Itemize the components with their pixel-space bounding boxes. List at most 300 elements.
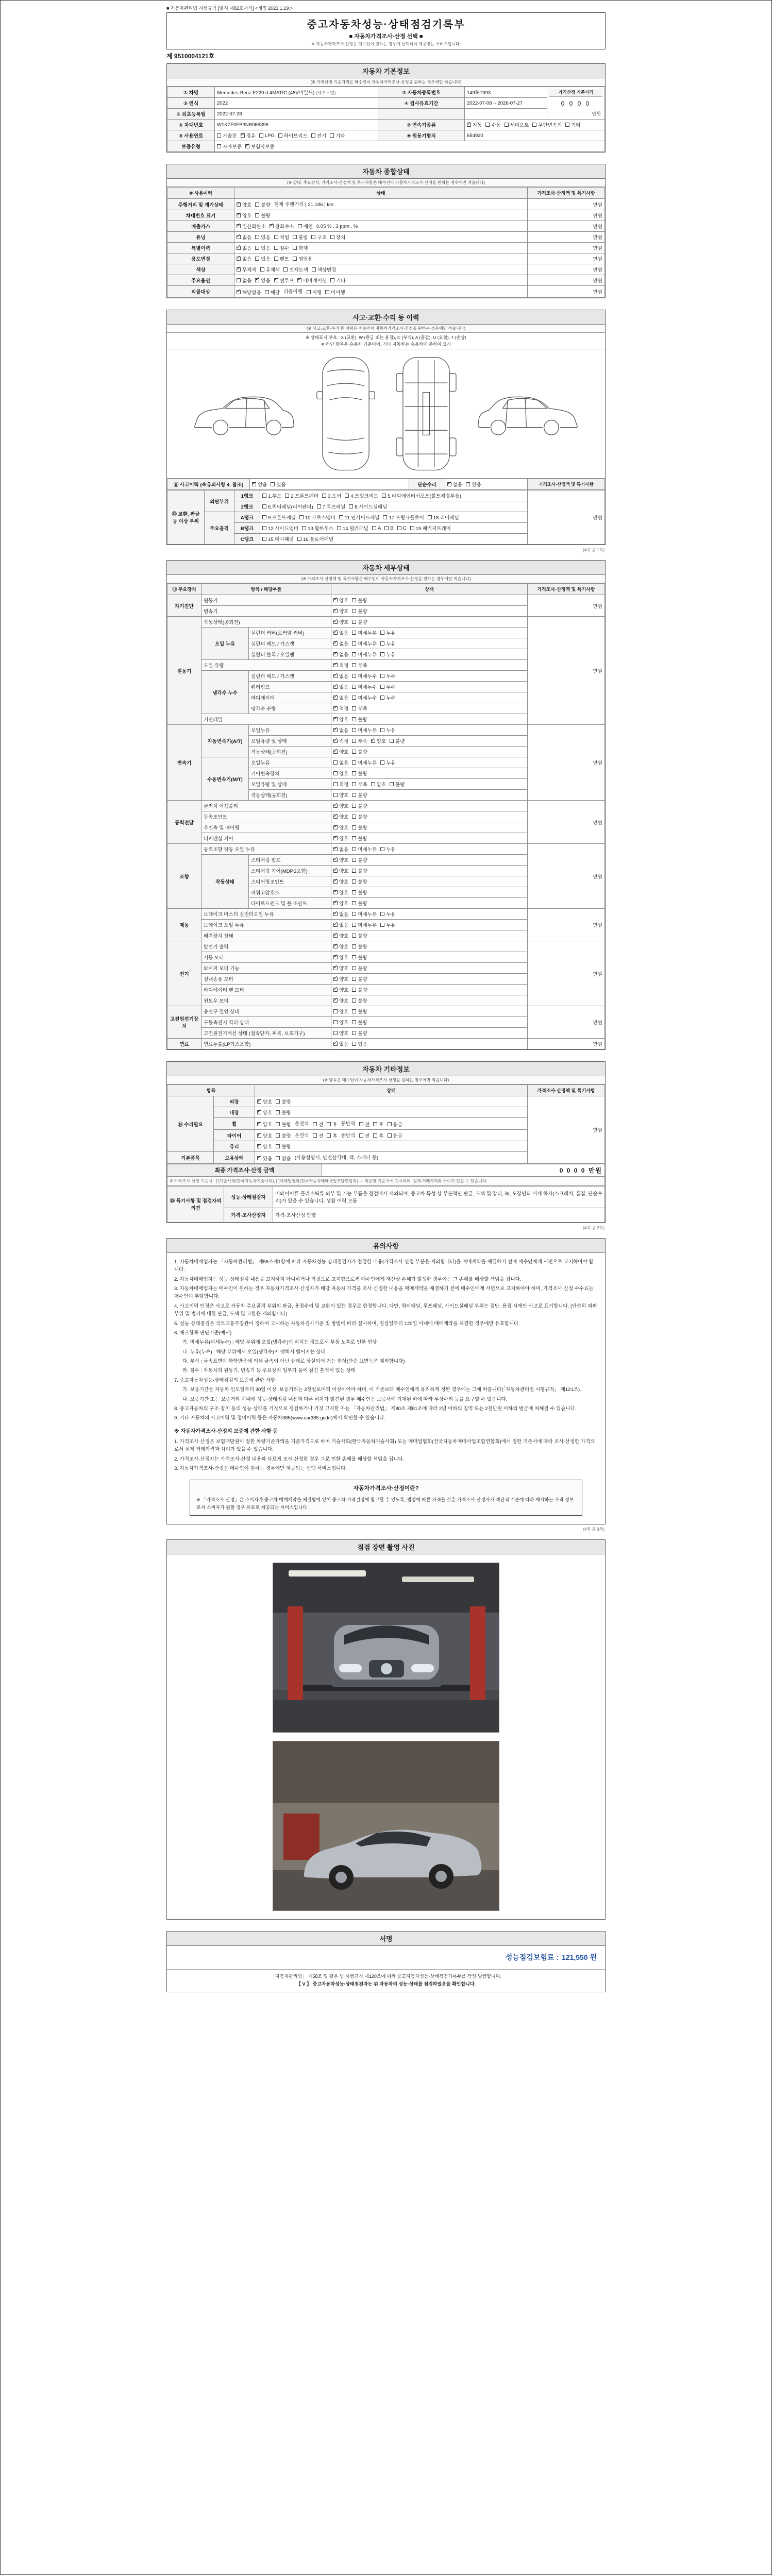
checkbox-label: 11.인사이드패널 [344, 515, 380, 521]
checkbox-option[interactable] [333, 726, 348, 734]
col-price: 가격조사·산정액 및 특기사항 [528, 1085, 605, 1096]
checkbox-icon [352, 620, 356, 624]
checkbox-option[interactable] [237, 233, 251, 241]
valid-value: 2022-07-08 ~ 2026-07-27 [465, 98, 547, 109]
checkbox-option[interactable] [485, 121, 500, 128]
checkbox-option[interactable] [255, 201, 270, 208]
subgroup-label: 자동변속기(A/T) [201, 725, 249, 757]
checkbox-option[interactable] [333, 1029, 348, 1037]
checkbox-option[interactable] [327, 1132, 337, 1139]
checkbox-option[interactable] [388, 1132, 402, 1139]
checkbox-icon [283, 267, 288, 272]
checkbox-option[interactable] [352, 813, 367, 820]
checkbox-option[interactable] [333, 1008, 348, 1015]
checkbox-option[interactable] [352, 932, 367, 939]
checkbox-option[interactable] [371, 737, 386, 744]
checkbox-option[interactable] [262, 524, 298, 532]
checkbox-option[interactable] [333, 705, 348, 712]
checkbox-option[interactable] [352, 954, 367, 961]
diagram-legend: ※ 상태표시 부호 : X (교환), W (판금 또는 용접), C (부식), A (흠집), U (요철), T (손상) ※ 하단 항목은 승용차 기준이며, 기타 자동차는 승용차에 준하여 표시 [167, 333, 605, 350]
checkbox-option[interactable] [330, 132, 345, 139]
checkbox-option[interactable] [313, 1132, 323, 1139]
checkbox-option[interactable] [333, 607, 348, 615]
checkbox-option[interactable] [466, 481, 481, 488]
checkbox-option[interactable] [352, 672, 377, 680]
checkbox-option[interactable] [352, 802, 367, 809]
checkbox-option[interactable] [352, 943, 367, 950]
checkbox-option[interactable] [276, 1121, 291, 1128]
checkbox-option[interactable] [380, 845, 395, 853]
checkbox-option[interactable] [325, 289, 345, 296]
checkbox-icon [383, 515, 387, 519]
checkbox-option[interactable] [352, 781, 367, 788]
damage-row [167, 490, 605, 501]
car-name-label: ① 차명 [167, 87, 215, 98]
checkbox-label: 있음 [261, 278, 271, 284]
checkbox-option[interactable] [352, 629, 377, 636]
checkbox-option[interactable] [293, 233, 308, 241]
checkbox-option[interactable] [333, 683, 348, 690]
checkbox-option[interactable] [352, 867, 367, 874]
checkbox-option[interactable] [257, 1155, 272, 1162]
checkbox-option[interactable] [372, 526, 381, 531]
checkbox-option[interactable] [352, 716, 367, 723]
checkbox-option[interactable] [255, 233, 270, 241]
insurance-fee-label: 성능점검보험료 : [505, 1953, 559, 1962]
checkbox-option[interactable] [565, 121, 580, 128]
checkbox-option[interactable] [333, 835, 348, 842]
checkbox-label: 있음 [261, 257, 271, 263]
checkbox-option[interactable] [217, 143, 242, 150]
checkbox-option[interactable] [397, 526, 407, 531]
checkbox-option[interactable] [257, 1143, 272, 1150]
checkbox-option[interactable] [352, 910, 377, 918]
checkbox-option[interactable] [390, 781, 405, 788]
checkbox-icon [333, 934, 338, 938]
damage-category: 외판부위 [205, 490, 234, 512]
checkbox-option[interactable] [330, 277, 345, 284]
checkbox-option[interactable] [333, 975, 348, 982]
checkbox-label: 부족 [358, 706, 367, 713]
checkbox-label: 불량 [358, 598, 367, 604]
part-label: 실린더 헤드 / 가스켓 [249, 638, 331, 649]
checkbox-option[interactable] [257, 1121, 272, 1128]
checkbox-option[interactable] [380, 921, 395, 928]
checkbox-option[interactable] [505, 121, 529, 128]
checkbox-option[interactable] [339, 514, 380, 521]
checkbox-option[interactable] [333, 694, 348, 701]
checkbox-option[interactable] [285, 492, 318, 499]
checkbox-option[interactable] [333, 986, 348, 993]
checkbox-label: 14.필러패널 [343, 526, 368, 532]
checkbox-icon [333, 620, 338, 624]
checkbox-icon [382, 494, 386, 498]
checkbox-option[interactable] [237, 244, 251, 251]
device-label: 조향 [167, 844, 201, 909]
checkbox-option[interactable] [333, 910, 348, 918]
checkbox-option[interactable] [373, 1121, 383, 1128]
checkbox-label: 불량 [281, 1110, 291, 1116]
checkbox-label: 9.프론트패널 [268, 515, 296, 521]
empty-label [378, 109, 465, 120]
checkbox-option[interactable] [307, 289, 322, 296]
checkbox-option[interactable] [302, 524, 333, 532]
checkbox-icon [380, 631, 384, 635]
checkbox-option[interactable] [255, 244, 270, 251]
checkbox-option[interactable] [274, 255, 289, 262]
checkbox-option[interactable] [297, 277, 327, 284]
checkbox-option[interactable] [271, 481, 285, 488]
overall-row [167, 286, 605, 297]
col-use-history: ⑩ 사용이력 [167, 188, 234, 199]
checkbox-option[interactable] [245, 143, 275, 150]
checkbox-option[interactable] [352, 770, 367, 777]
checkbox-option[interactable] [359, 1121, 369, 1128]
checkbox-option[interactable] [274, 277, 294, 284]
part-label: 와이퍼 모터 기능 [201, 963, 331, 974]
checkbox-icon [276, 1122, 280, 1126]
checkbox-option[interactable] [333, 878, 348, 885]
checkbox-option[interactable] [352, 997, 367, 1004]
signature-body [167, 1946, 605, 1970]
checkbox-option[interactable] [380, 683, 395, 690]
checkbox-icon [532, 123, 536, 127]
checkbox-option[interactable] [276, 1143, 291, 1150]
checkbox-option[interactable] [333, 759, 348, 766]
checkbox-icon [352, 890, 356, 894]
checkbox-option[interactable] [352, 683, 377, 690]
checkbox-option[interactable] [257, 1098, 272, 1105]
checkbox-option[interactable] [380, 640, 395, 647]
checkbox-option[interactable] [255, 277, 270, 284]
checkbox-option[interactable] [237, 223, 266, 230]
checkbox-icon [352, 782, 356, 786]
checkbox-option[interactable] [383, 514, 424, 521]
checkbox-label: 전체도색 [289, 267, 308, 274]
checkbox-icon [299, 515, 304, 519]
checkbox-option[interactable] [352, 824, 367, 831]
checkbox-option[interactable] [352, 694, 377, 701]
checkbox-option[interactable] [237, 289, 261, 296]
checkbox-option[interactable] [352, 726, 377, 734]
checkbox-option[interactable] [352, 889, 367, 896]
price-cell: 만원 [528, 725, 605, 801]
checkbox-label: 있음 [358, 1042, 367, 1048]
checkbox-option[interactable] [352, 1029, 367, 1037]
checkbox-option[interactable] [428, 514, 459, 521]
checkbox-label: 누유 [386, 652, 396, 658]
checkbox-option[interactable] [380, 672, 395, 680]
checkbox-label: 없음 [339, 631, 349, 637]
empty-value [465, 109, 547, 120]
checkbox-option[interactable] [217, 132, 237, 139]
checkbox-option[interactable] [352, 791, 367, 799]
row-label: 튜닝 [167, 232, 234, 243]
checkbox-option[interactable] [333, 1040, 348, 1047]
checkbox-option[interactable] [274, 244, 289, 251]
damage-area-table [167, 490, 605, 545]
checkbox-icon [333, 631, 338, 635]
price-cell: 만원 [528, 1039, 605, 1049]
opinion-table [167, 1186, 605, 1223]
checkbox-option[interactable] [333, 597, 348, 604]
checkbox-option[interactable] [241, 132, 256, 139]
notice-paragraph: 5. 성능·상태점검은 국토교통부장관이 정하여 고시하는 자동차검사기준 및 방법에 따라 실시하며, 점검일부터 120일 이내에 매매계약을 체결한 경우에만 유효합니다. [174, 1320, 520, 1327]
checkbox-option[interactable] [333, 867, 348, 874]
checkbox-option[interactable] [352, 1040, 367, 1047]
checkbox-label: 누유 [386, 641, 396, 648]
checkbox-icon [371, 782, 375, 786]
checkbox-option[interactable] [333, 618, 348, 625]
checkbox-option[interactable] [333, 900, 348, 907]
checkbox-option[interactable] [255, 212, 270, 219]
price-cell: 만원 [528, 243, 605, 253]
checkbox-option[interactable] [388, 1121, 402, 1128]
checkbox-option[interactable] [373, 1132, 383, 1139]
checkbox-option[interactable] [313, 1121, 323, 1128]
checkbox-option[interactable] [333, 651, 348, 658]
checkbox-option[interactable] [293, 244, 308, 251]
checkbox-option[interactable] [352, 597, 367, 604]
checkbox-option[interactable] [352, 607, 367, 615]
checkbox-option[interactable] [274, 233, 289, 241]
checkbox-icon [257, 1133, 261, 1138]
checkbox-option[interactable] [352, 856, 367, 863]
checkbox-option[interactable] [333, 662, 348, 669]
checkbox-label: 불량 [358, 901, 367, 907]
checkbox-option[interactable] [380, 694, 395, 701]
notice-paragraph: 3. 자동차가격조사·산정은 매수인이 원하는 경우에만 제공되는 선택 서비스입니다. [174, 1465, 347, 1471]
checkbox-option[interactable] [252, 481, 267, 488]
checkbox-option[interactable] [352, 1008, 367, 1015]
checkbox-option[interactable] [380, 726, 395, 734]
checkbox-option[interactable] [312, 266, 337, 273]
checkbox-option[interactable] [352, 618, 367, 625]
part-label: 브레이크 오일 누유 [201, 920, 331, 930]
checkbox-option[interactable] [333, 672, 348, 680]
checkbox-option[interactable] [262, 492, 281, 499]
checkbox-option[interactable] [259, 133, 275, 139]
row-state [331, 768, 528, 779]
checkbox-option[interactable] [333, 964, 348, 972]
checkbox-option[interactable] [265, 289, 280, 296]
car-diagram [167, 349, 605, 479]
row-state [331, 660, 528, 671]
checkbox-option[interactable] [322, 492, 341, 499]
appraiser-label: 가격·조사산정자 [224, 1208, 273, 1222]
checkbox-option[interactable] [333, 997, 348, 1004]
checkbox-option[interactable] [293, 255, 313, 262]
checkbox-option[interactable] [467, 121, 482, 128]
checkbox-icon [325, 290, 329, 294]
checkbox-option[interactable] [337, 524, 368, 532]
checkbox-option[interactable] [384, 526, 393, 531]
checkbox-option[interactable] [333, 748, 348, 755]
checkbox-option[interactable] [262, 514, 296, 521]
checkbox-option[interactable] [352, 921, 377, 928]
document-number: 제 9510004121호 [166, 53, 215, 60]
checkbox-option[interactable] [255, 255, 270, 262]
checkbox-label: 불량 [358, 934, 367, 940]
checkbox-option[interactable] [352, 651, 377, 658]
row-state [331, 844, 528, 855]
checkbox-option[interactable] [260, 266, 280, 273]
checkbox-option[interactable] [333, 889, 348, 896]
checkbox-option[interactable] [333, 856, 348, 863]
checkbox-option[interactable] [327, 1121, 337, 1128]
checkbox-option[interactable] [382, 492, 461, 499]
checkbox-option[interactable] [352, 705, 367, 712]
checkbox-icon [352, 663, 356, 667]
checkbox-label: 부족 [358, 782, 367, 788]
checkbox-option[interactable] [311, 233, 326, 241]
checkbox-option[interactable] [447, 481, 462, 488]
checkbox-option[interactable] [333, 791, 348, 799]
checkbox-option[interactable] [330, 233, 345, 241]
price-cell: 만원 [528, 617, 605, 725]
checkbox-option[interactable] [311, 132, 326, 139]
checkbox-option[interactable] [352, 1019, 367, 1026]
checkbox-option[interactable] [278, 132, 308, 139]
section-title: 점검 장면 촬영 사진 [167, 1540, 605, 1554]
part-label: 스티어링 펌프 [249, 855, 331, 866]
checkbox-option[interactable] [276, 1109, 291, 1116]
checkbox-label: 보험사보증 [250, 144, 275, 150]
checkbox-option[interactable] [352, 662, 367, 669]
definition-text: ※ 「가격조사·산정」은 소비자가 중고차 매매계약을 체결함에 있어 중고차 가격결정에 참고할 수 있도록, 법령에 따른 자격을 갖춘 가격조사·산정자가 객관적 기준에 따라 제시하는 가격 정보로서 소비자가 원할 경우 유료로 제공되는 서비스입니다. [196, 1497, 574, 1510]
checkbox-option[interactable] [352, 759, 377, 766]
checkbox-icon [349, 504, 353, 509]
checkbox-icon [217, 133, 221, 138]
checkbox-option[interactable] [237, 201, 251, 208]
checkbox-option[interactable] [333, 813, 348, 820]
checkbox-option[interactable] [317, 503, 346, 510]
checkbox-option[interactable] [298, 223, 313, 230]
checkbox-option[interactable] [352, 640, 377, 647]
checkbox-option[interactable] [333, 629, 348, 636]
part-label: 디퍼렌셜 기어 [201, 833, 331, 844]
checkbox-option[interactable] [276, 1098, 291, 1105]
checkbox-option[interactable] [257, 1109, 272, 1116]
part-label: 구동축전지 격리 상태 [201, 1017, 331, 1028]
checkbox-option[interactable] [333, 954, 348, 961]
simple-repair-label: 단순수리 [409, 479, 445, 490]
checkbox-option[interactable] [352, 737, 367, 744]
checkbox-icon [352, 793, 356, 797]
checkbox-label: 미세누유 [358, 641, 377, 648]
row-label: 특별이력 [167, 243, 234, 253]
checkbox-option[interactable] [352, 900, 367, 907]
checkbox-option[interactable] [333, 802, 348, 809]
checkbox-icon [330, 133, 334, 138]
checkbox-label: 불량 [358, 977, 367, 983]
checkbox-option[interactable] [276, 1155, 291, 1162]
checkbox-option[interactable] [345, 492, 378, 499]
checkbox-option[interactable] [237, 212, 251, 219]
checkbox-label: 유채색 [265, 267, 280, 274]
part-label: 발전기 출력 [201, 941, 331, 952]
checkbox-option[interactable] [349, 503, 387, 510]
checkbox-option[interactable] [237, 255, 251, 262]
checkbox-option[interactable] [333, 845, 348, 853]
checkbox-option[interactable] [333, 781, 348, 788]
checkbox-option[interactable] [299, 514, 335, 521]
checkbox-option[interactable] [352, 845, 377, 853]
checkbox-option[interactable] [237, 266, 257, 273]
checkbox-option[interactable] [532, 121, 562, 128]
row-state [234, 199, 528, 210]
checkbox-icon [274, 235, 278, 239]
checkbox-option[interactable] [333, 737, 348, 744]
checkbox-icon [345, 494, 349, 498]
checkbox-option[interactable] [352, 964, 367, 972]
checkbox-option[interactable] [380, 910, 395, 918]
part-label: 동력조향 작동 오일 누유 [201, 844, 331, 855]
checkbox-label: 적법 [279, 235, 290, 241]
checkbox-icon [352, 598, 356, 602]
checkbox-option[interactable] [359, 1132, 369, 1139]
checkbox-option[interactable] [352, 986, 367, 993]
year-value: 2022 [215, 98, 378, 109]
checkbox-option[interactable] [333, 716, 348, 723]
transmission-options [465, 120, 605, 130]
checkbox-option[interactable] [410, 524, 451, 532]
checkbox-label: 양호 [339, 890, 349, 896]
checkbox-option[interactable] [283, 266, 308, 273]
checkbox-option[interactable] [352, 878, 367, 885]
device-label: 고전원전기장치 [167, 1006, 201, 1039]
checkbox-label: 8.사이드실패널 [355, 504, 388, 511]
checkbox-option[interactable] [390, 737, 405, 744]
checkbox-option[interactable] [333, 770, 348, 777]
rank-items [260, 534, 528, 545]
row-state [331, 747, 528, 757]
checkbox-icon [352, 836, 356, 840]
checkbox-icon [333, 739, 338, 743]
row-state [331, 930, 528, 941]
checkbox-option[interactable] [237, 277, 251, 284]
row-state [331, 855, 528, 866]
checkbox-option[interactable] [262, 503, 313, 510]
checkbox-option[interactable] [380, 629, 395, 636]
checkbox-option[interactable] [297, 535, 333, 543]
checkbox-option[interactable] [352, 748, 367, 755]
checkbox-option[interactable] [380, 651, 395, 658]
checkbox-label: 양호 [339, 598, 349, 604]
checkbox-option[interactable] [333, 932, 348, 939]
row-state [331, 725, 528, 736]
checkbox-option[interactable] [352, 835, 367, 842]
checkbox-option[interactable] [276, 1132, 291, 1139]
checkbox-option[interactable] [352, 975, 367, 982]
part-label: 실린더 블록 / 오일팬 [249, 649, 331, 660]
part-label: 충전구 절연 상태 [201, 1006, 331, 1017]
checkbox-option[interactable] [371, 781, 386, 788]
checkbox-option[interactable] [257, 1132, 272, 1139]
checkbox-option[interactable] [333, 1019, 348, 1026]
checkbox-option[interactable] [380, 759, 395, 766]
checkbox-option[interactable] [333, 824, 348, 831]
checkbox-option[interactable] [333, 640, 348, 647]
checkbox-option[interactable] [262, 535, 294, 543]
warranty-options [215, 141, 605, 152]
checkbox-option[interactable] [270, 223, 294, 230]
checkbox-option[interactable] [333, 943, 348, 950]
device-label: 전기 [167, 941, 201, 1006]
checkbox-label: 누수 [386, 685, 396, 691]
checkbox-option[interactable] [333, 921, 348, 928]
row-state [331, 628, 528, 638]
